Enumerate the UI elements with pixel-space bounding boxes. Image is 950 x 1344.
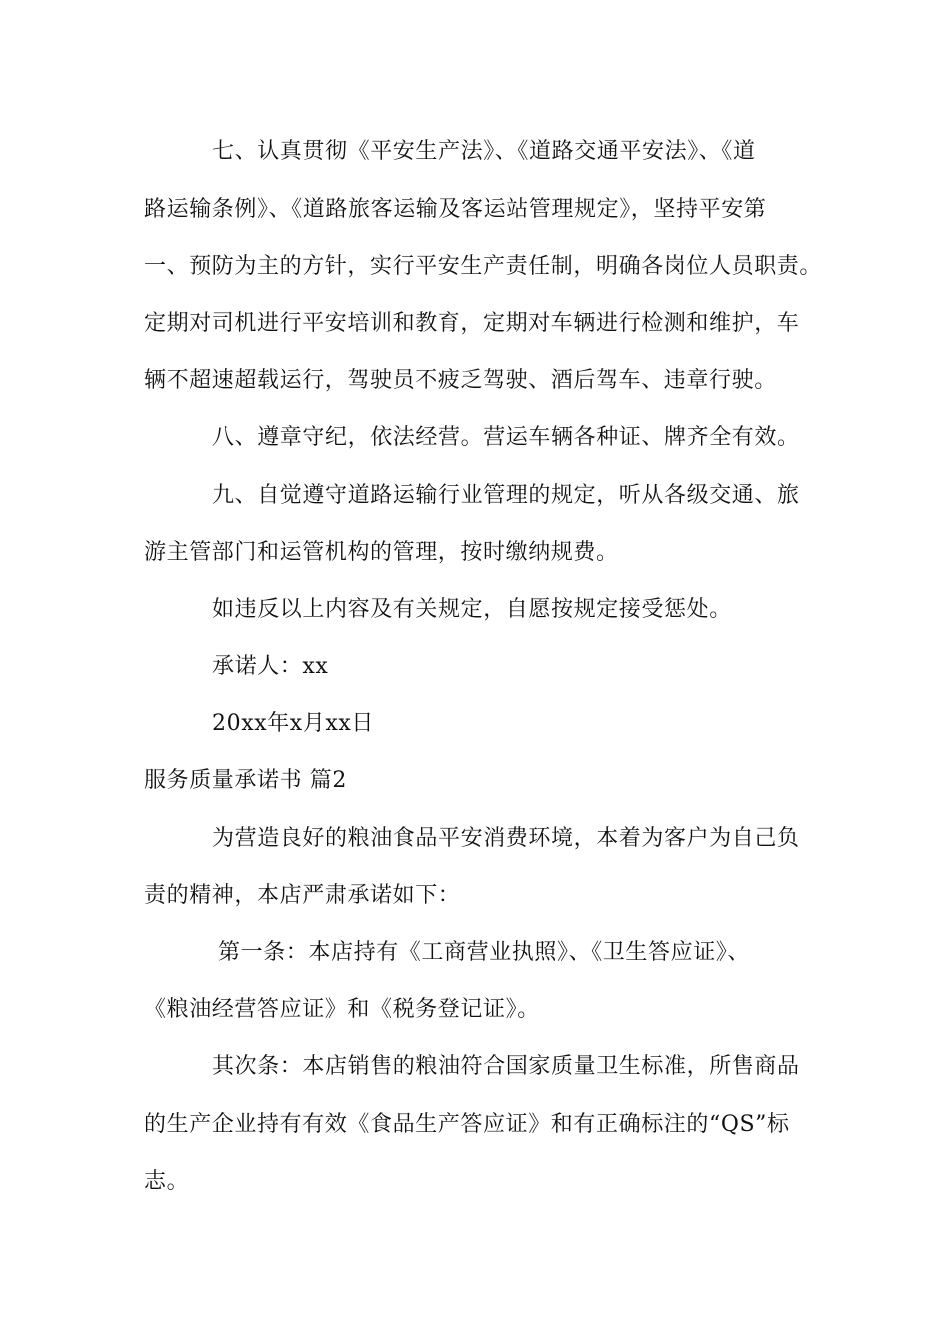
article-1-line-2: 《粮油经营答应证》和《税务登记证》。 [144, 997, 540, 1022]
paragraph-8: 八、遵章守纪，依法经营。营运车辆各种证、牌齐全有效。 [212, 425, 800, 450]
intro-line-2: 责的精神，本店严肃承诺如下： [144, 883, 461, 908]
article-1-line-1: 第一条：本店持有《工商营业执照》、《卫生答应证》、 [218, 940, 751, 965]
intro-line-1: 为营造良好的粮油食品平安消费环境，本着为客户为自己负 [212, 826, 800, 851]
section-heading: 服务质量承诺书 篇2 [144, 768, 347, 793]
paragraph-7-line-1: 七、认真贯彻《平安生产法》、《道路交通平安法》、《道 [212, 139, 756, 164]
penalty-statement: 如违反以上内容及有关规定，自愿按规定接受惩处。 [212, 597, 732, 622]
paragraph-7-line-4: 定期对司机进行平安培训和教育，定期对车辆进行检测和维护，车 [144, 311, 800, 336]
date-line: 20xx年x月xx日 [212, 711, 375, 736]
article-2-line-2: 的生产企业持有有效《食品生产答应证》和有正确标注的“QS”标 [144, 1112, 790, 1137]
paragraph-7-line-5: 辆不超速超载运行，驾驶员不疲乏驾驶、酒后驾车、违章行驶。 [144, 368, 777, 393]
article-2-line-3: 志。 [144, 1169, 190, 1194]
article-2-line-1: 其次条：本店销售的粮油符合国家质量卫生标准，所售商品 [212, 1054, 800, 1079]
paragraph-9-line-1: 九、自觉遵守道路运输行业管理的规定，听从各级交通、旅 [212, 483, 800, 508]
paragraph-7-line-2: 路运输条例》、《道路旅客运输及客运站管理规定》，坚持平安第 [144, 197, 767, 222]
promisor-label: 承诺人：xx [212, 654, 329, 679]
paragraph-7-line-3: 一、预防为主的方针，实行平安生产责任制，明确各岗位人员职责。 [144, 254, 823, 279]
paragraph-9-line-2: 游主管部门和运管机构的管理，按时缴纳规费。 [144, 540, 619, 565]
